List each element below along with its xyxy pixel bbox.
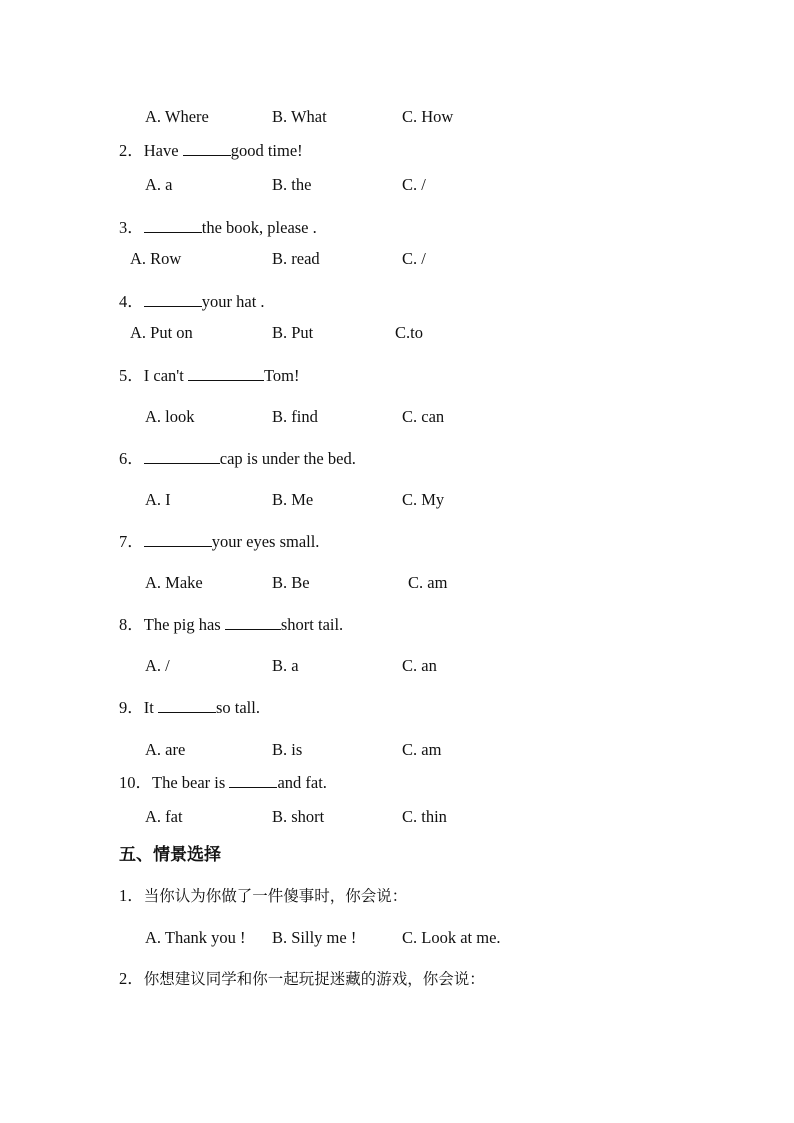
question-text-before: It (143, 698, 158, 717)
q9-option-c: C. am (402, 740, 442, 759)
question-2 (119, 141, 303, 161)
question-5 (119, 366, 299, 386)
answer-blank (144, 532, 212, 547)
question-text-before: The bear is (152, 773, 230, 792)
q6-option-a: A. I (145, 490, 171, 509)
question-8 (119, 615, 343, 635)
answer-blank (144, 292, 202, 307)
answer-blank (158, 698, 216, 713)
q3-option-b: B. read (272, 249, 320, 268)
question-number: 8． (119, 615, 144, 634)
q10-option-a: A. fat (145, 807, 183, 826)
q9-option-b: B. is (272, 740, 303, 759)
q10-option-b: B. short (272, 807, 325, 826)
question-10 (119, 773, 327, 793)
s1-option-c: C. Look at me. (402, 928, 501, 947)
question-text-after: your eyes small. (211, 532, 320, 551)
q5-option-a: A. look (145, 407, 195, 426)
question-text-after: Tom! (263, 366, 300, 385)
question-text-before: The pig has (143, 615, 225, 634)
question-number: 5． (119, 366, 144, 385)
q1-option-c: C. How (402, 107, 454, 126)
question-text: 你想建议同学和你一起玩捉迷藏的游戏，你会说： (143, 970, 485, 988)
question-number: 7． (119, 532, 144, 551)
question-text-after: good time! (230, 141, 303, 160)
q6-option-b: B. Me (272, 490, 314, 509)
situation-question-1 (119, 886, 407, 906)
question-text-after: your hat . (201, 292, 265, 311)
q2-option-a: A. a (145, 175, 173, 194)
q3-option-a: A. Row (130, 249, 182, 268)
section-title: 五、情景选择 (119, 845, 221, 865)
question-9 (119, 698, 260, 718)
situation-question-2 (119, 969, 485, 989)
question-7 (119, 532, 319, 552)
q2-option-c: C. / (402, 175, 426, 194)
question-text-after: cap is under the bed. (219, 449, 356, 468)
q7-option-a: A. Make (145, 573, 203, 592)
q2-option-b: B. the (272, 175, 312, 194)
question-text-after: and fat. (277, 773, 327, 792)
q8-option-b: B. a (272, 656, 299, 675)
question-number: 9． (119, 698, 144, 717)
q5-option-c: C. can (402, 407, 445, 426)
q8-option-c: C. an (402, 656, 437, 675)
s1-option-a: A. Thank you ! (145, 928, 246, 947)
answer-blank (144, 449, 220, 464)
q4-option-c: C.to (395, 323, 423, 342)
answer-blank (188, 366, 264, 381)
question-number: 4． (119, 292, 144, 311)
q7-option-c: C. am (408, 573, 448, 592)
q6-option-c: C. My (402, 490, 445, 509)
q10-option-c: C. thin (402, 807, 447, 826)
q8-option-a: A. / (145, 656, 170, 675)
question-text: 当你认为你做了一件傻事时，你会说： (143, 887, 408, 905)
question-text-before: Have (143, 141, 183, 160)
answer-blank (183, 141, 231, 156)
question-number: 3． (119, 218, 144, 237)
answer-blank (225, 615, 281, 630)
question-number: 2． (119, 969, 144, 988)
q5-option-b: B. find (272, 407, 318, 426)
q1-option-b: B. What (272, 107, 327, 126)
q7-option-b: B. Be (272, 573, 310, 592)
question-text-after: so tall. (215, 698, 260, 717)
question-number: 6． (119, 449, 144, 468)
question-4 (119, 292, 265, 312)
answer-blank (229, 773, 277, 788)
question-number: 1． (119, 886, 144, 905)
q4-option-b: B. Put (272, 323, 314, 342)
question-3 (119, 218, 317, 238)
s1-option-b: B. Silly me ! (272, 928, 357, 947)
answer-blank (144, 218, 202, 233)
question-number: 10． (119, 773, 152, 792)
q9-option-a: A. are (145, 740, 186, 759)
q1-option-a: A. Where (145, 107, 209, 126)
q3-option-c: C. / (402, 249, 426, 268)
q4-option-a: A. Put on (130, 323, 193, 342)
question-text-after: short tail. (280, 615, 344, 634)
question-6 (119, 449, 356, 469)
question-text-before: I can't (143, 366, 188, 385)
question-text-after: the book, please . (201, 218, 317, 237)
question-number: 2． (119, 141, 144, 160)
